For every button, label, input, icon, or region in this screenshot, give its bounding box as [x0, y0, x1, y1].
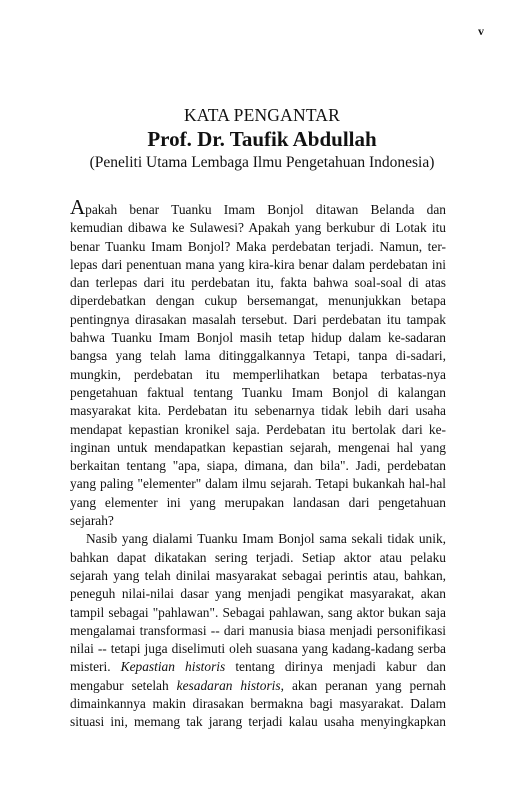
paragraph-line: tampil sebagai "pahlawan". Sebagai pahlawan, sang aktor bukan saja — [70, 604, 446, 620]
paragraph-line: lepas dari penentuan mana yang kira-kira benar dalam perdebatan ini — [70, 256, 446, 272]
paragraph-line: berkaitan tentang "apa, siapa, dimana, dan bila". Jadi, perdebatan — [70, 458, 446, 474]
italic-term: Kepastian historis — [120, 659, 226, 675]
paragraph-line: bangsa yang telah lama ditinggalkannya Tetapi, tanpa di-sadari, — [70, 348, 446, 364]
paragraph-line: sejarah? — [70, 513, 114, 529]
italic-term: kesadaran historis — [176, 677, 281, 693]
body-text — [70, 195, 446, 732]
paragraph-line: mungkin, perdebatan itu memperlihatkan betapa terbatas-nya — [70, 366, 446, 382]
paragraph-line: peneguh nilai-nilai dasar yang menjadi pengikat masyarakat, akan — [70, 586, 446, 602]
paragraph-line: bahwa Tuanku Imam Bonjol masih tetap hidup dalam ke-sadaran — [70, 330, 446, 346]
page-number: v — [478, 24, 484, 38]
paragraph-line: dimainkannya makin dirasakan bermakna bagi masyarakat. Dalam — [70, 696, 446, 712]
paragraph-line: kemudian dibawa ke Sulawesi? Apakah yang berkubur di Lotak itu — [70, 220, 446, 236]
paragraph-line: inginan untuk mendapatkan kepastian sejarah, mengenai hal yang — [70, 439, 446, 455]
paragraph-line: yang paling "elementer" dalam ilmu sejarah. Tetapi bukankah hal-hal — [70, 476, 446, 492]
paragraph-line: dan terlepas dari itu perdebatan itu, fakta bahwa soal-soal di atas — [70, 275, 446, 291]
paragraph-line: pengetahuan faktual tentang Tuanku Imam Bonjol di kalangan — [70, 384, 446, 400]
paragraph-line: pentingnya dirasakan masalah tersebut. Dari perdebatan itu tampak — [70, 311, 446, 327]
text-run: , akan peranan yang pernah — [280, 677, 446, 693]
paragraph-line: yang elementer ini yang merupakan landasan dari pengetahuan — [70, 494, 446, 510]
text-run: mengabur setelah — [70, 677, 177, 693]
paragraph-2 — [70, 530, 446, 731]
paragraph-line — [70, 677, 446, 695]
paragraph-line — [70, 195, 446, 219]
author-affiliation: (Peneliti Utama Lembaga Ilmu Pengetahuan Indonesia) — [89, 154, 435, 171]
paragraph-line: masyarakat kita. Perdebatan itu sebenarnya tidak lebih dari usaha — [70, 403, 446, 419]
chapter-title: KATA PENGANTAR — [183, 105, 341, 125]
paragraph-line: Nasib yang dialami Tuanku Imam Bonjol sama sekali tidak unik, — [86, 531, 446, 547]
paragraph-line: nilai -- tetapi juga diselimuti oleh suasana yang kadang-kadang serba — [70, 641, 446, 657]
paragraph-1 — [70, 195, 446, 530]
paragraph-line: sejarah yang telah dinilai masyarakat sebagai perintis atau, bahkan, — [70, 567, 446, 583]
text-run: misteri. — [70, 659, 121, 675]
text-run: tentang dirinya menjadi kabur dan — [225, 659, 446, 675]
paragraph-line: mengalamai transformasi -- dari manusia biasa menjadi personifikasi — [70, 622, 446, 638]
paragraph-line: bahkan dapat dikatakan sering terjadi. Setiap aktor atau pelaku — [70, 549, 446, 565]
paragraph-line: diperdebatkan dengan cukup bersemangat, menunjukkan betapa — [70, 293, 446, 309]
chapter-header — [0, 104, 524, 173]
author-name: Prof. Dr. Taufik Abdullah — [147, 127, 377, 151]
paragraph-line: benar Tuanku Imam Bonjol? Maka perdebatan terjadi. Namun, ter- — [70, 238, 446, 254]
first-line-text: pakah benar Tuanku Imam Bonjol ditawan Belanda dan — [85, 202, 446, 217]
drop-cap: A — [70, 195, 86, 219]
paragraph-line — [70, 658, 446, 676]
paragraph-line: situasi ini, memang tak jarang terjadi kalau usaha menyingkapkan — [70, 714, 446, 730]
paragraph-line: mendapat kepastian kronikel saja. Perdebatan itu bertolak dari ke- — [70, 421, 446, 437]
